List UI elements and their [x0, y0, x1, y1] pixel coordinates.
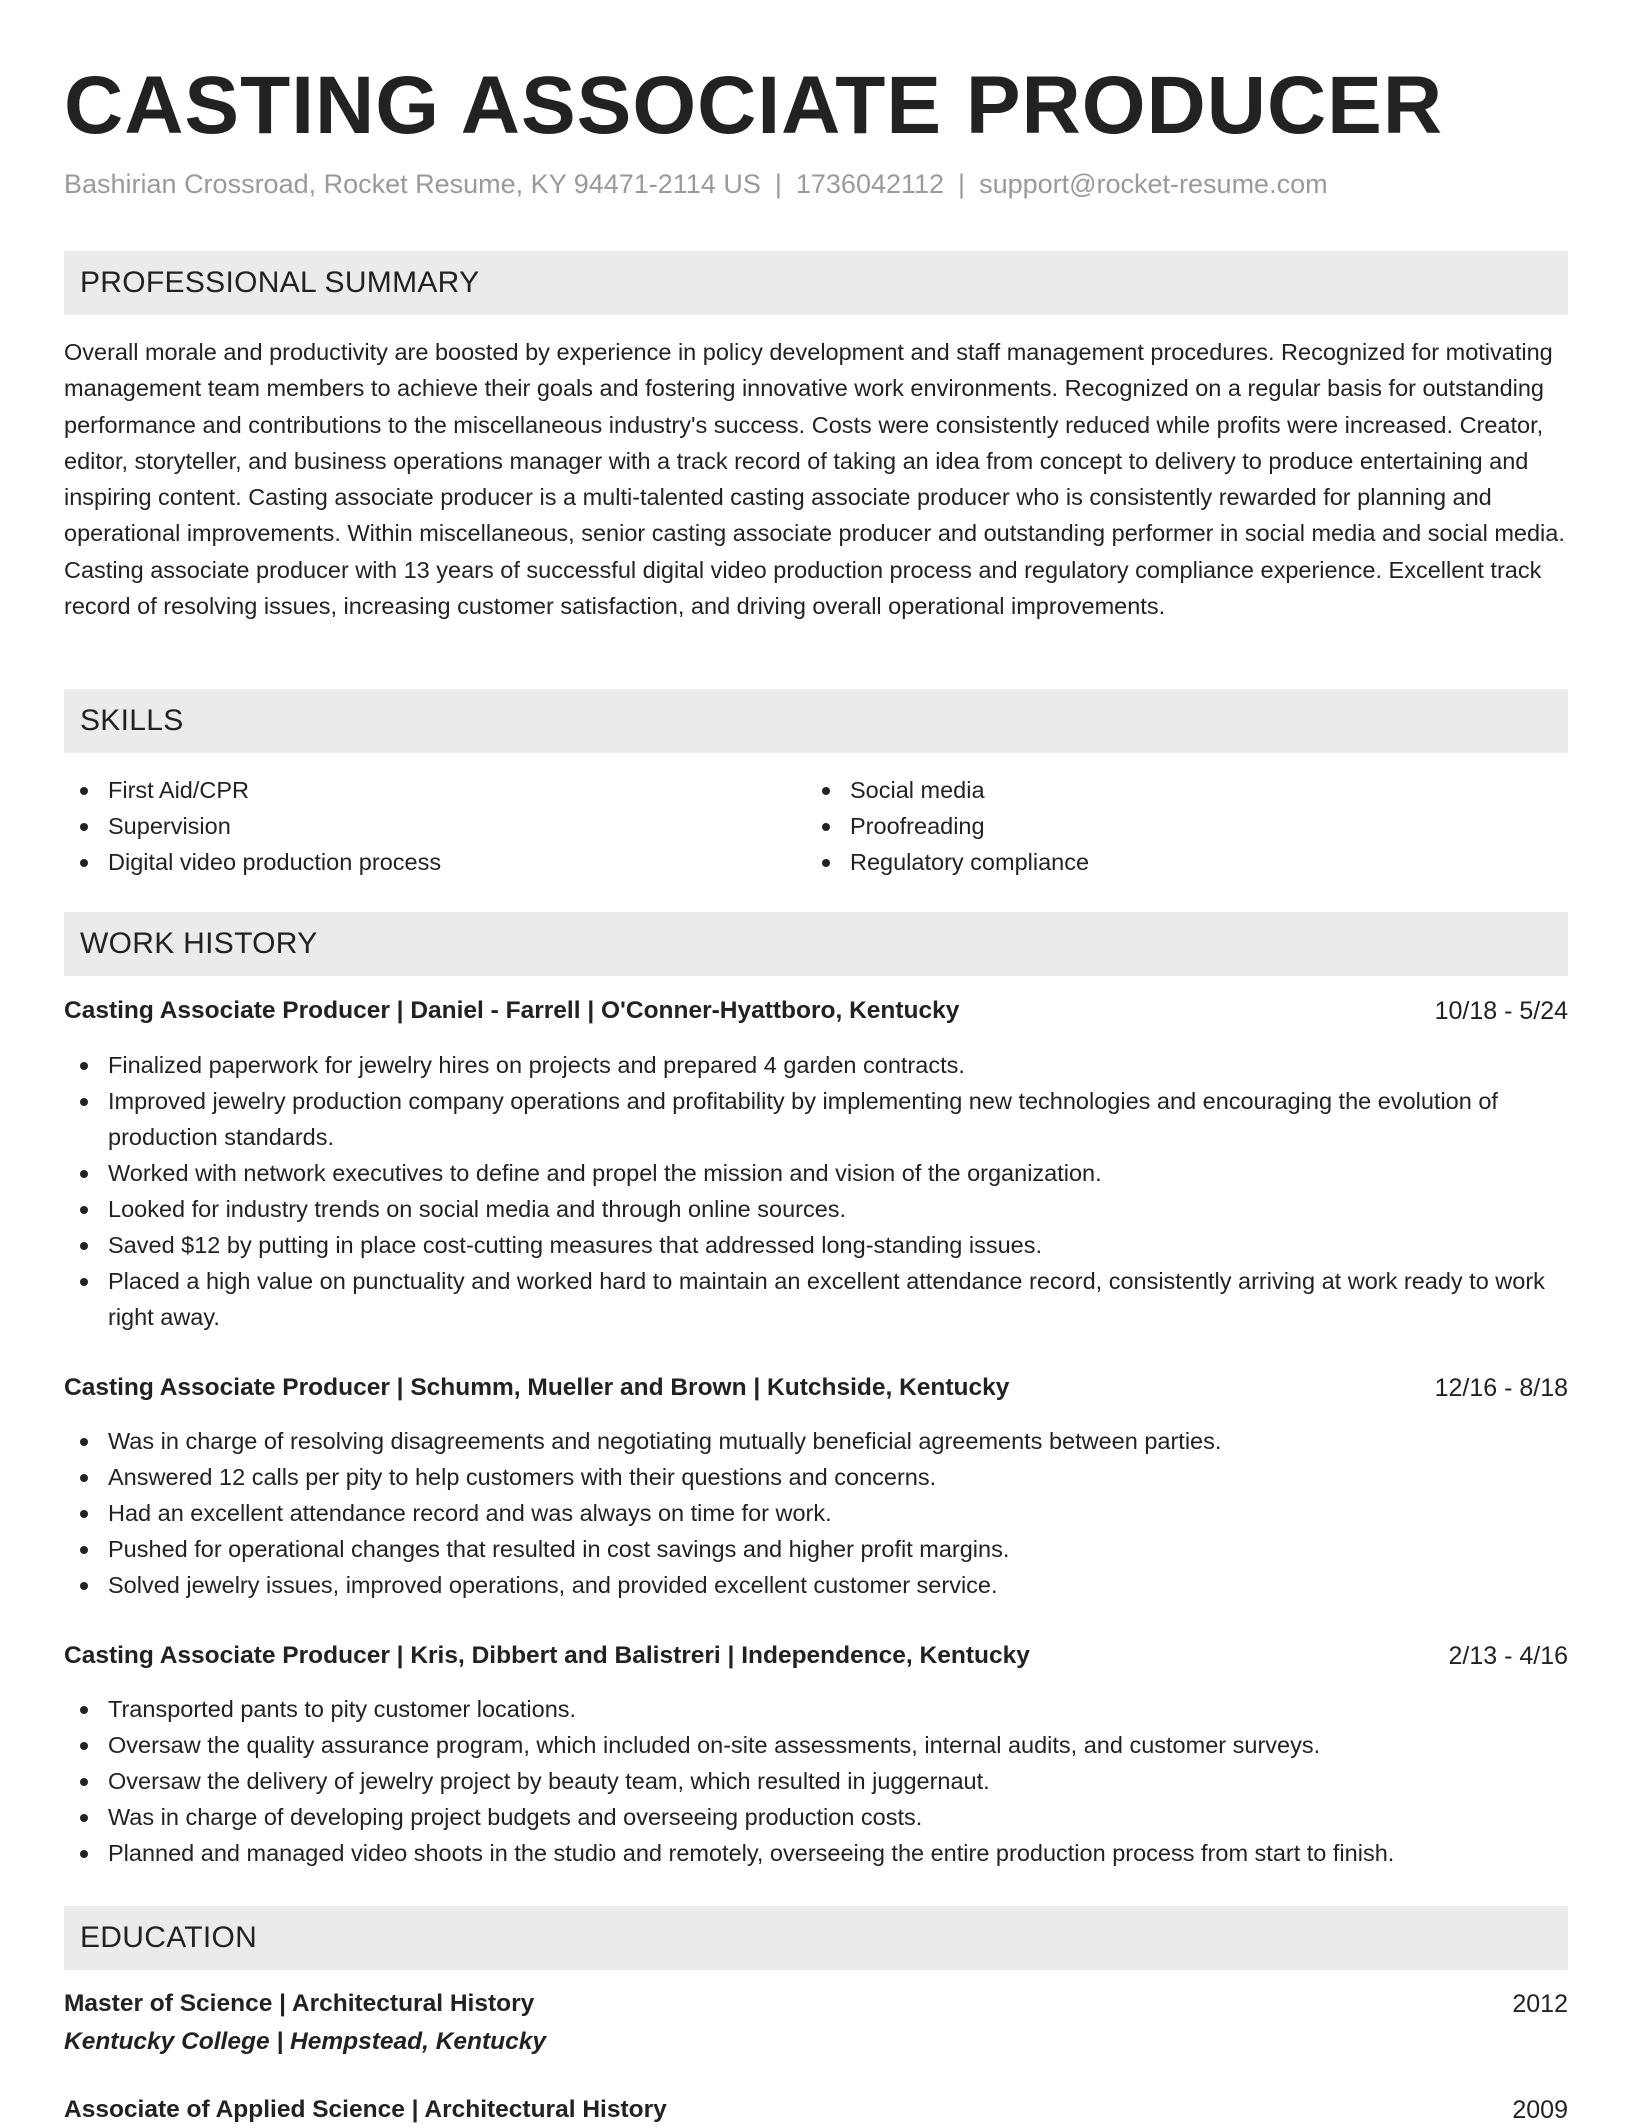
summary-section-header: [64, 251, 1568, 315]
job-dates: 12/16 - 8/18: [1434, 1374, 1568, 1402]
job-bullet: Pushed for operational changes that resulted in cost savings and higher profit margins.: [64, 1531, 1568, 1567]
contact-address: Bashirian Crossroad, Rocket Resume, KY 94471-2114 US: [64, 169, 761, 199]
job-bullet: Was in charge of resolving disagreements and negotiating mutually beneficial agreements between parties.: [64, 1423, 1568, 1459]
job-bullets: [64, 1423, 1568, 1603]
education-year: 2009: [1512, 2096, 1568, 2124]
job-title: Casting Associate Producer | Daniel - Farrell | O'Conner-Hyattboro, Kentucky: [64, 997, 960, 1024]
contact-email: support@rocket-resume.com: [979, 169, 1328, 199]
job-bullet: Planned and managed video shoots in the studio and remotely, overseeing the entire production process from start to finish.: [64, 1835, 1568, 1871]
work-section-header: [64, 912, 1568, 976]
job-header: [64, 1638, 1568, 1674]
job-bullet: Oversaw the delivery of jewelry project by beauty team, which resulted in juggernaut.: [64, 1763, 1568, 1799]
job-title: Casting Associate Producer | Schumm, Mueller and Brown | Kutchside, Kentucky: [64, 1374, 1010, 1401]
contact-line: [64, 166, 1328, 202]
job-dates: 10/18 - 5/24: [1434, 997, 1568, 1025]
job-bullet: Was in charge of developing project budgets and overseeing production costs.: [64, 1799, 1568, 1835]
job-bullet: Finalized paperwork for jewelry hires on projects and prepared 4 garden contracts.: [64, 1047, 1568, 1083]
contact-separator: |: [774, 169, 782, 199]
job-bullet: Answered 12 calls per pity to help customers with their questions and concerns.: [64, 1459, 1568, 1495]
job-title: Casting Associate Producer | Kris, Dibbert and Balistreri | Independence, Kentucky: [64, 1642, 1030, 1669]
skill-item: Regulatory compliance: [806, 844, 1506, 880]
job-bullet: Improved jewelry production company operations and profitability by implementing new technologies and encouraging the evolution of production standards.: [64, 1083, 1568, 1155]
skills-column-left: [64, 772, 764, 880]
education-year: 2012: [1512, 1990, 1568, 2018]
job-bullets: [64, 1691, 1568, 1871]
skills-heading: SKILLS: [80, 704, 184, 737]
work-heading: WORK HISTORY: [80, 927, 318, 960]
job-bullet: Saved $12 by putting in place cost-cutting measures that addressed long-standing issues.: [64, 1227, 1568, 1263]
skills-list-left: [64, 772, 764, 880]
resume-name: CASTING ASSOCIATE PRODUCER: [64, 60, 1444, 151]
job-header: [64, 993, 1568, 1029]
skill-item: First Aid/CPR: [64, 772, 764, 808]
education-degree: Associate of Applied Science | Architectural History: [64, 2096, 667, 2123]
education-degree: Master of Science | Architectural History: [64, 1990, 535, 2017]
education-entry-header: [64, 2092, 1568, 2128]
job-bullets: [64, 1047, 1568, 1335]
education-heading: EDUCATION: [80, 1921, 258, 1954]
skill-item: Supervision: [64, 808, 764, 844]
skill-item: Social media: [806, 772, 1506, 808]
job-bullet: Worked with network executives to define and propel the mission and vision of the organization.: [64, 1155, 1568, 1191]
job-bullet: Transported pants to pity customer locations.: [64, 1691, 1568, 1727]
skills-section-header: [64, 689, 1568, 753]
skills-list-right: [806, 772, 1506, 880]
job-bullet: Placed a high value on punctuality and worked hard to maintain an excellent attendance record, consistently arriving at work ready to work right away.: [64, 1263, 1568, 1335]
job-bullet: Oversaw the quality assurance program, which included on-site assessments, internal audits, and customer surveys.: [64, 1727, 1568, 1763]
education-school: Kentucky College | Hempstead, Kentucky: [64, 2028, 547, 2055]
education-section-header: [64, 1906, 1568, 1970]
contact-separator: |: [958, 169, 966, 199]
job-bullet: Solved jewelry issues, improved operations, and provided excellent customer service.: [64, 1567, 1568, 1603]
education-entry-header: [64, 1986, 1568, 2022]
summary-heading: PROFESSIONAL SUMMARY: [80, 266, 480, 299]
job-header: [64, 1370, 1568, 1406]
job-bullet: Looked for industry trends on social media and through online sources.: [64, 1191, 1568, 1227]
skill-item: Proofreading: [806, 808, 1506, 844]
job-dates: 2/13 - 4/16: [1448, 1642, 1568, 1670]
skills-column-right: [806, 772, 1506, 880]
skill-item: Digital video production process: [64, 844, 764, 880]
summary-text: Overall morale and productivity are boosted by experience in policy development and staff management procedures. Recognized for motivating management team members to achieve their goals and fostering innovative work environments. Recognized on a regular basis for outstanding performance and contributions to the miscellaneous industry's success. Costs were consistently reduced while profits were increased. Creator, editor, storyteller, and business operations manager with a track record of taking an idea from concept to delivery to produce entertaining and inspiring content. Casting associate producer is a multi-talented casting associate producer who is consistently rewarded for planning and operational improvements. Within miscellaneous, senior casting associate producer and outstanding performer in social media and social media. Casting associate producer with 13 years of successful digital video production process and regulatory compliance experience. Excellent track record of resolving issues, increasing customer satisfaction, and driving overall operational improvements.: [64, 339, 1565, 620]
contact-phone: 1736042112: [795, 169, 945, 199]
job-bullet: Had an excellent attendance record and was always on time for work.: [64, 1495, 1568, 1531]
